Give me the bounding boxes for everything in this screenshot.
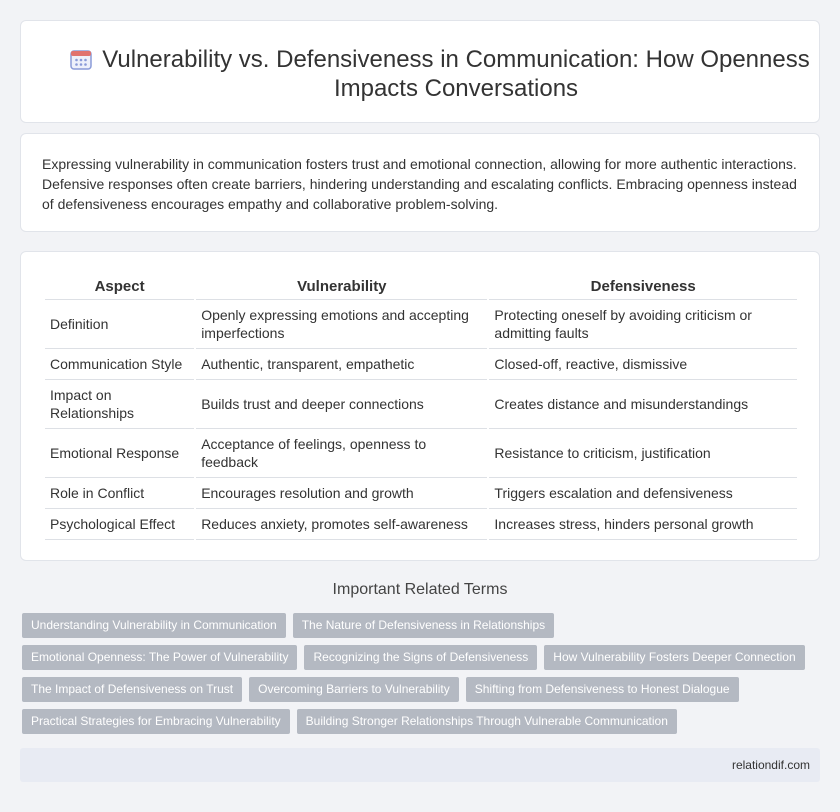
footer — [20, 748, 820, 782]
table-cell: Encourages resolution and growth — [196, 478, 487, 509]
header-card — [20, 20, 820, 123]
tag-row — [22, 709, 812, 734]
table-cell: Role in Conflict — [45, 478, 194, 509]
table-cell: Acceptance of feelings, openness to feedback — [196, 429, 487, 478]
tag-row — [22, 613, 812, 638]
table-row — [45, 509, 797, 540]
header-vulnerability: Vulnerability — [196, 274, 487, 300]
table-cell: Authentic, transparent, empathetic — [196, 349, 487, 380]
table-row — [45, 380, 797, 429]
table-cell: Emotional Response — [45, 429, 194, 478]
table-cell: Openly expressing emotions and accepting imperfections — [196, 300, 487, 349]
related-term-tag[interactable]: Shifting from Defensiveness to Honest Dialogue — [466, 677, 739, 702]
table-cell: Impact on Relationships — [45, 380, 194, 429]
header-defensiveness: Defensiveness — [489, 274, 797, 300]
related-term-tag[interactable]: Understanding Vulnerability in Communication — [22, 613, 286, 638]
related-term-tag[interactable]: Recognizing the Signs of Defensiveness — [304, 645, 537, 670]
table-row — [45, 478, 797, 509]
table-cell: Builds trust and deeper connections — [196, 380, 487, 429]
related-term-tag[interactable]: Overcoming Barriers to Vulnerability — [249, 677, 459, 702]
calendar-icon — [69, 47, 93, 71]
comparison-table — [43, 274, 799, 540]
tag-row — [22, 677, 812, 702]
related-term-tag[interactable]: The Nature of Defensiveness in Relationships — [293, 613, 554, 638]
comparison-table-card — [20, 251, 820, 561]
table-header-row — [45, 274, 797, 300]
table-cell: Closed-off, reactive, dismissive — [489, 349, 797, 380]
tag-row — [22, 645, 812, 670]
table-cell: Psychological Effect — [45, 509, 194, 540]
related-term-tag[interactable]: Emotional Openness: The Power of Vulnerability — [22, 645, 297, 670]
intro-paragraph: Expressing vulnerability in communication fosters trust and emotional connection, allowing for more authentic interactions. Defensive responses often create barriers, hindering understanding and escalating conflicts. Embracing openness instead of defensiveness encourages empathy and collaborative problem-solving. — [42, 156, 797, 212]
table-cell: Creates distance and misunderstandings — [489, 380, 797, 429]
table-cell: Increases stress, hinders personal growth — [489, 509, 797, 540]
table-row — [45, 300, 797, 349]
page-title: Vulnerability vs. Defensiveness in Communication: How Openness Impacts Conversations — [102, 46, 810, 102]
related-term-tag[interactable]: Building Stronger Relationships Through Vulnerable Communication — [297, 709, 677, 734]
table-cell: Triggers escalation and defensiveness — [489, 478, 797, 509]
header-aspect: Aspect — [45, 274, 194, 300]
table-cell: Reduces anxiety, promotes self-awareness — [196, 509, 487, 540]
footer-site-link[interactable]: relationdif.com — [731, 758, 810, 772]
table-cell: Protecting oneself by avoiding criticism or admitting faults — [489, 300, 797, 349]
table-cell: Resistance to criticism, justification — [489, 429, 797, 478]
related-term-tag[interactable]: Practical Strategies for Embracing Vulnerability — [22, 709, 290, 734]
table-cell: Definition — [45, 300, 194, 349]
table-row — [45, 349, 797, 380]
related-terms-title: Important Related Terms — [332, 581, 508, 598]
table-cell: Communication Style — [45, 349, 194, 380]
related-terms-list — [22, 613, 812, 741]
table-row — [45, 429, 797, 478]
related-term-tag[interactable]: The Impact of Defensiveness on Trust — [22, 677, 242, 702]
intro-card — [20, 133, 820, 232]
related-term-tag[interactable]: How Vulnerability Fosters Deeper Connection — [544, 645, 804, 670]
